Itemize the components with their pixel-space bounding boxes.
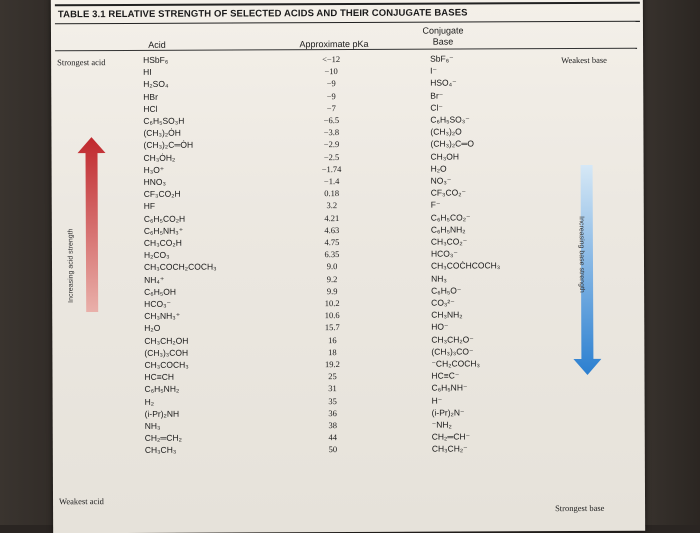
base-cell: CF₃CO₂⁻ — [430, 187, 467, 198]
pka-cell: 4.75 — [324, 237, 340, 248]
pka-cell: 9.2 — [326, 273, 338, 284]
acid-cell: CH₃NH₃⁺ — [144, 310, 181, 322]
strongest-base-label: Strongest base — [555, 502, 605, 514]
base-cell: C₆H₅CO₂⁻ — [430, 212, 471, 223]
base-cell: Cl⁻ — [430, 102, 443, 113]
acid-cell: CF₃CO₂H — [143, 188, 181, 200]
base-cell: CH₃CH₂⁻ — [431, 443, 468, 455]
table-title: TABLE 3.1 RELATIVE STRENGTH OF SELECTED ACIDS AND THEIR CONJUGATE BASES — [55, 2, 640, 25]
acid-cell: CH₃ȮH₂ — [143, 152, 176, 163]
acid-arrow-label: Increasing acid strength — [67, 228, 75, 303]
pka-cell: −3.8 — [323, 127, 340, 138]
acid-cell: H₂SO₄ — [143, 79, 169, 90]
pka-cell: 4.21 — [324, 212, 340, 223]
base-cell: H₂O — [430, 163, 447, 174]
pka-cell: −9 — [326, 78, 336, 89]
base-cell: CH₃NH₂ — [431, 309, 463, 320]
pka-cell: 10.2 — [324, 298, 340, 309]
acid-cell: C₆H₅OH — [144, 286, 177, 297]
pka-cell: 16 — [328, 334, 337, 345]
base-cell: HO⁻ — [431, 321, 449, 333]
base-cell: NO₃⁻ — [430, 175, 452, 186]
acid-cell: HC≡CH — [144, 371, 175, 383]
pka-cell: 18 — [328, 346, 337, 357]
acid-cell: HSbF₆ — [143, 54, 169, 65]
base-cell: ⁻NH₂ — [431, 419, 452, 430]
base-cell: Br⁻ — [430, 90, 444, 101]
base-cell: ⁻CH₂COCH₃ — [431, 358, 481, 369]
base-cell: CO₃²⁻ — [431, 297, 455, 308]
acid-cell: CH₃COCH₂COCH₃ — [143, 261, 217, 273]
pka-cell: 0.18 — [324, 188, 340, 199]
base-cell: NH₃ — [431, 273, 447, 284]
acid-cell: CH₃CH₂OH — [144, 335, 189, 346]
base-cell: C₆H₅SO₃⁻ — [430, 114, 470, 125]
base-cell: (i-Pr)₂N⁻ — [431, 407, 465, 418]
pka-column-header: Approximate pKa — [299, 38, 369, 50]
acid-cell: CH₃COCH₃ — [144, 359, 189, 370]
pka-cell: −9 — [326, 90, 336, 101]
base-cell: (CH₃)₃CO⁻ — [431, 346, 474, 357]
acid-cell: C₆H₅CO₂H — [143, 213, 186, 224]
acid-column-header: Acid — [148, 39, 166, 50]
pka-cell: 3.2 — [326, 200, 338, 211]
base-header-line1: Conjugate — [422, 25, 464, 36]
acid-cell: H₂CO₃ — [143, 249, 170, 261]
base-cell: CH₃CH₂O⁻ — [431, 334, 474, 345]
acid-cell: HNO₃ — [143, 176, 167, 187]
acid-cell: H₃O⁺ — [143, 164, 165, 175]
pka-cell: 15.7 — [324, 322, 340, 333]
pka-cell: 38 — [328, 420, 337, 431]
textbook-page — [51, 0, 645, 533]
pka-cell: 4.63 — [324, 224, 340, 235]
pka-cell: −7 — [326, 102, 336, 113]
acid-cell: (i-Pr)₂NH — [144, 408, 180, 419]
base-cell: C₆H₅O⁻ — [431, 285, 462, 296]
acid-cell: (CH₃)₃COH — [144, 347, 189, 358]
pka-cell: 6.35 — [324, 249, 340, 260]
pka-cell: −6.5 — [323, 115, 340, 126]
base-cell: CH₃COĊHCOCH₃ — [430, 260, 501, 272]
acid-cell: HF — [143, 201, 156, 212]
base-cell: SbF₆⁻ — [430, 53, 454, 64]
base-cell: HSO₄⁻ — [430, 77, 457, 89]
acid-cell: C₆H₅SO₃H — [143, 115, 185, 126]
acid-cell: (CH₃)₂ȮH — [143, 127, 181, 139]
base-cell: (CH₃)₂O — [430, 126, 462, 137]
base-cell: I⁻ — [430, 65, 438, 76]
base-cell: CH₃CO₂⁻ — [430, 236, 468, 247]
acid-cell: CH₃CO₂H — [143, 237, 182, 248]
base-cell: H⁻ — [431, 395, 443, 406]
acid-cell: NH₃ — [144, 420, 161, 431]
pka-cell: 10.6 — [324, 310, 340, 321]
base-header-line2: Base — [432, 36, 454, 47]
base-cell: CH₃OH — [430, 151, 460, 162]
acid-cell: (CH₃)₂C═ȮH — [143, 140, 194, 151]
acid-cell: H₂O — [144, 323, 161, 334]
base-cell: HCO₃⁻ — [430, 248, 458, 259]
pka-cell: 50 — [328, 444, 338, 455]
base-arrow-label: Increasing base strength — [577, 216, 585, 293]
acid-cell: HBr — [143, 91, 158, 102]
pka-cell: −2.9 — [323, 139, 340, 150]
pka-cell: 9.9 — [326, 285, 338, 296]
pka-cell: 36 — [328, 407, 337, 418]
pka-cell: −1.4 — [323, 176, 340, 187]
base-cell: C₆H₅NH⁻ — [431, 382, 468, 394]
table-row — [53, 443, 645, 458]
acid-cell: C₆H₅NH₂ — [144, 384, 180, 395]
weakest-acid-label: Weakest acid — [59, 496, 104, 507]
acid-cell: H₂ — [144, 396, 155, 407]
pka-cell: 31 — [328, 383, 337, 394]
pka-cell: 25 — [328, 371, 337, 382]
base-cell: F⁻ — [430, 199, 441, 211]
pka-cell: <−12 — [322, 54, 341, 65]
acid-cell: C₆H₅NH₃⁺ — [143, 225, 184, 236]
pka-cell: 19.2 — [324, 359, 340, 370]
acid-cell: HCl — [143, 103, 158, 114]
base-cell: HC≡C⁻ — [431, 370, 460, 381]
strongest-acid-label: Strongest acid — [57, 57, 106, 68]
pka-cell: 35 — [328, 395, 337, 406]
base-cell: C₆H₅NH₂ — [430, 224, 466, 235]
pka-cell: 9.0 — [326, 261, 338, 272]
base-cell: CH₂═CH⁻ — [431, 431, 471, 442]
acid-cell: CH₃CH₃ — [144, 445, 177, 456]
acid-cell: HI — [143, 67, 152, 78]
pka-cell: −10 — [324, 66, 338, 77]
acid-cell: NH₄⁺ — [144, 274, 165, 285]
acid-cell: CH₂═CH₂ — [144, 432, 182, 444]
base-cell: (CH₃)₂C═O — [430, 138, 474, 150]
pka-cell: 44 — [328, 432, 338, 443]
base-column-header — [403, 25, 483, 47]
pka-cell: −2.5 — [323, 151, 340, 162]
acid-cell: HCO₃⁻ — [144, 298, 172, 309]
pka-cell: −1.74 — [321, 163, 342, 174]
weakest-base-label: Weakest base — [561, 54, 607, 66]
